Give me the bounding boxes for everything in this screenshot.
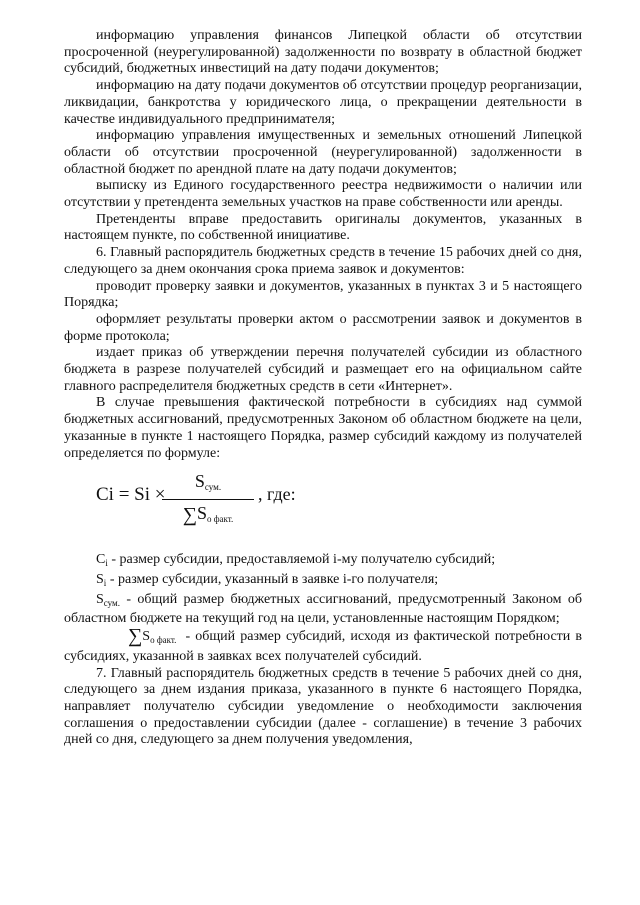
document-page: [64, 28, 582, 749]
formula-suffix: , где:: [258, 484, 296, 505]
formula-denominator: [162, 502, 254, 530]
paragraph: издает приказ об утверждении перечня получателей субсидии из областного бюджета в разрезе получателей субсидий и размещает его на официальном сайте главного распределителя бюджетных средств в сети «Интернет».: [64, 345, 582, 394]
definition-sfact: [64, 625, 582, 665]
sfact-subscript: о факт.: [150, 635, 177, 646]
denominator-subscript: о факт.: [206, 514, 234, 525]
denominator-symbol: S: [196, 503, 207, 524]
ssum-subscript: сум.: [103, 597, 120, 608]
paragraph: 7. Главный распорядитель бюджетных средств в течение 5 рабочих дней со дня, следующего за днем издания приказа, указанного в пункте 6 настоящего Порядка, направляет получателю субсидии уведомление о необходимости заключения соглашения о предоставлении субсидии (далее - соглашение) в течение 3 рабочих дней со дня, следующего за днем получения уведомления,: [64, 665, 582, 748]
fraction-bar: [162, 499, 254, 500]
paragraph: 6. Главный распорядитель бюджетных средств в течение 15 рабочих дней со дня, следующего за днем окончания срока приема заявок и документов:: [64, 245, 582, 277]
definition-si: [64, 572, 582, 592]
sum-sign: ∑: [182, 504, 197, 527]
formula-fraction: [162, 470, 254, 530]
paragraph: информацию управления имущественных и земельных отношений Липецкой области об отсутствии просроченной (неурегулированной) задолженности в областной бюджет по арендной плате на дату подачи документов;: [64, 128, 582, 177]
definition-ci: [64, 552, 582, 572]
paragraph: информацию на дату подачи документов об отсутствии процедур реорганизации, ликвидации, банкротства у юридического лица, о прекращении деятельности в качестве индивидуального предпринимателя;: [64, 78, 582, 127]
si-text: - размер субсидии, указанный в заявке i-го получателя;: [106, 571, 439, 587]
si-symbol: S: [96, 571, 104, 587]
ci-subscript: i: [105, 558, 108, 569]
definition-ssum: [64, 592, 582, 628]
numerator-subscript: сум.: [204, 482, 222, 493]
sfact-symbol: S: [142, 629, 151, 645]
subsidy-formula: [64, 470, 582, 532]
numerator-symbol: S: [194, 471, 205, 492]
paragraph: выписку из Единого государственного реестра недвижимости о наличии или отсутствии у претендента земельных участков на праве собственности или аренды.: [64, 178, 582, 211]
ssum-symbol: S: [96, 591, 104, 607]
sum-sign: ∑: [128, 625, 143, 648]
formula-lhs: Ci = Si ×: [96, 484, 166, 506]
paragraph: В случае превышения фактической потребности в субсидиях над суммой бюджетных ассигнований, предусмотренных Законом об областном бюджете на цели, указанные в пункте 1 настоящего Порядка, размер субсидий каждому из получателей определяется по формуле:: [64, 395, 582, 461]
sfact-term: [96, 625, 177, 649]
paragraph: информацию управления финансов Липецкой области об отсутствии просроченной (неурегулированной) задолженности по возврату в областной бюджет субсидий, бюджетных инвестиций на дату подачи документов;: [64, 28, 582, 77]
ci-symbol: C: [96, 552, 106, 568]
sfact-text: - общий размер субсидий, исходя из фактической потребности в субсидиях, указанной в заявках всех получателей субсидий.: [64, 629, 582, 664]
paragraph: проводит проверку заявки и документов, указанных в пунктах 3 и 5 настоящего Порядка;: [64, 278, 582, 311]
ssum-text: - общий размер бюджетных ассигнований, предусмотренный Законом об областном бюджете на текущий год на цели, установленные настоящим Порядком;: [64, 591, 582, 627]
ci-text: - размер субсидии, предоставляемой i-му получателю субсидий;: [107, 552, 496, 568]
spacer: [64, 538, 582, 552]
paragraph: Претенденты вправе предоставить оригиналы документов, указанных в настоящем пункте, по собственной инициативе.: [64, 211, 582, 244]
si-subscript: i: [103, 577, 107, 588]
formula-numerator: [162, 470, 254, 498]
paragraph: оформляет результаты проверки актом о рассмотрении заявок и документов в форме протокола;: [64, 311, 582, 344]
